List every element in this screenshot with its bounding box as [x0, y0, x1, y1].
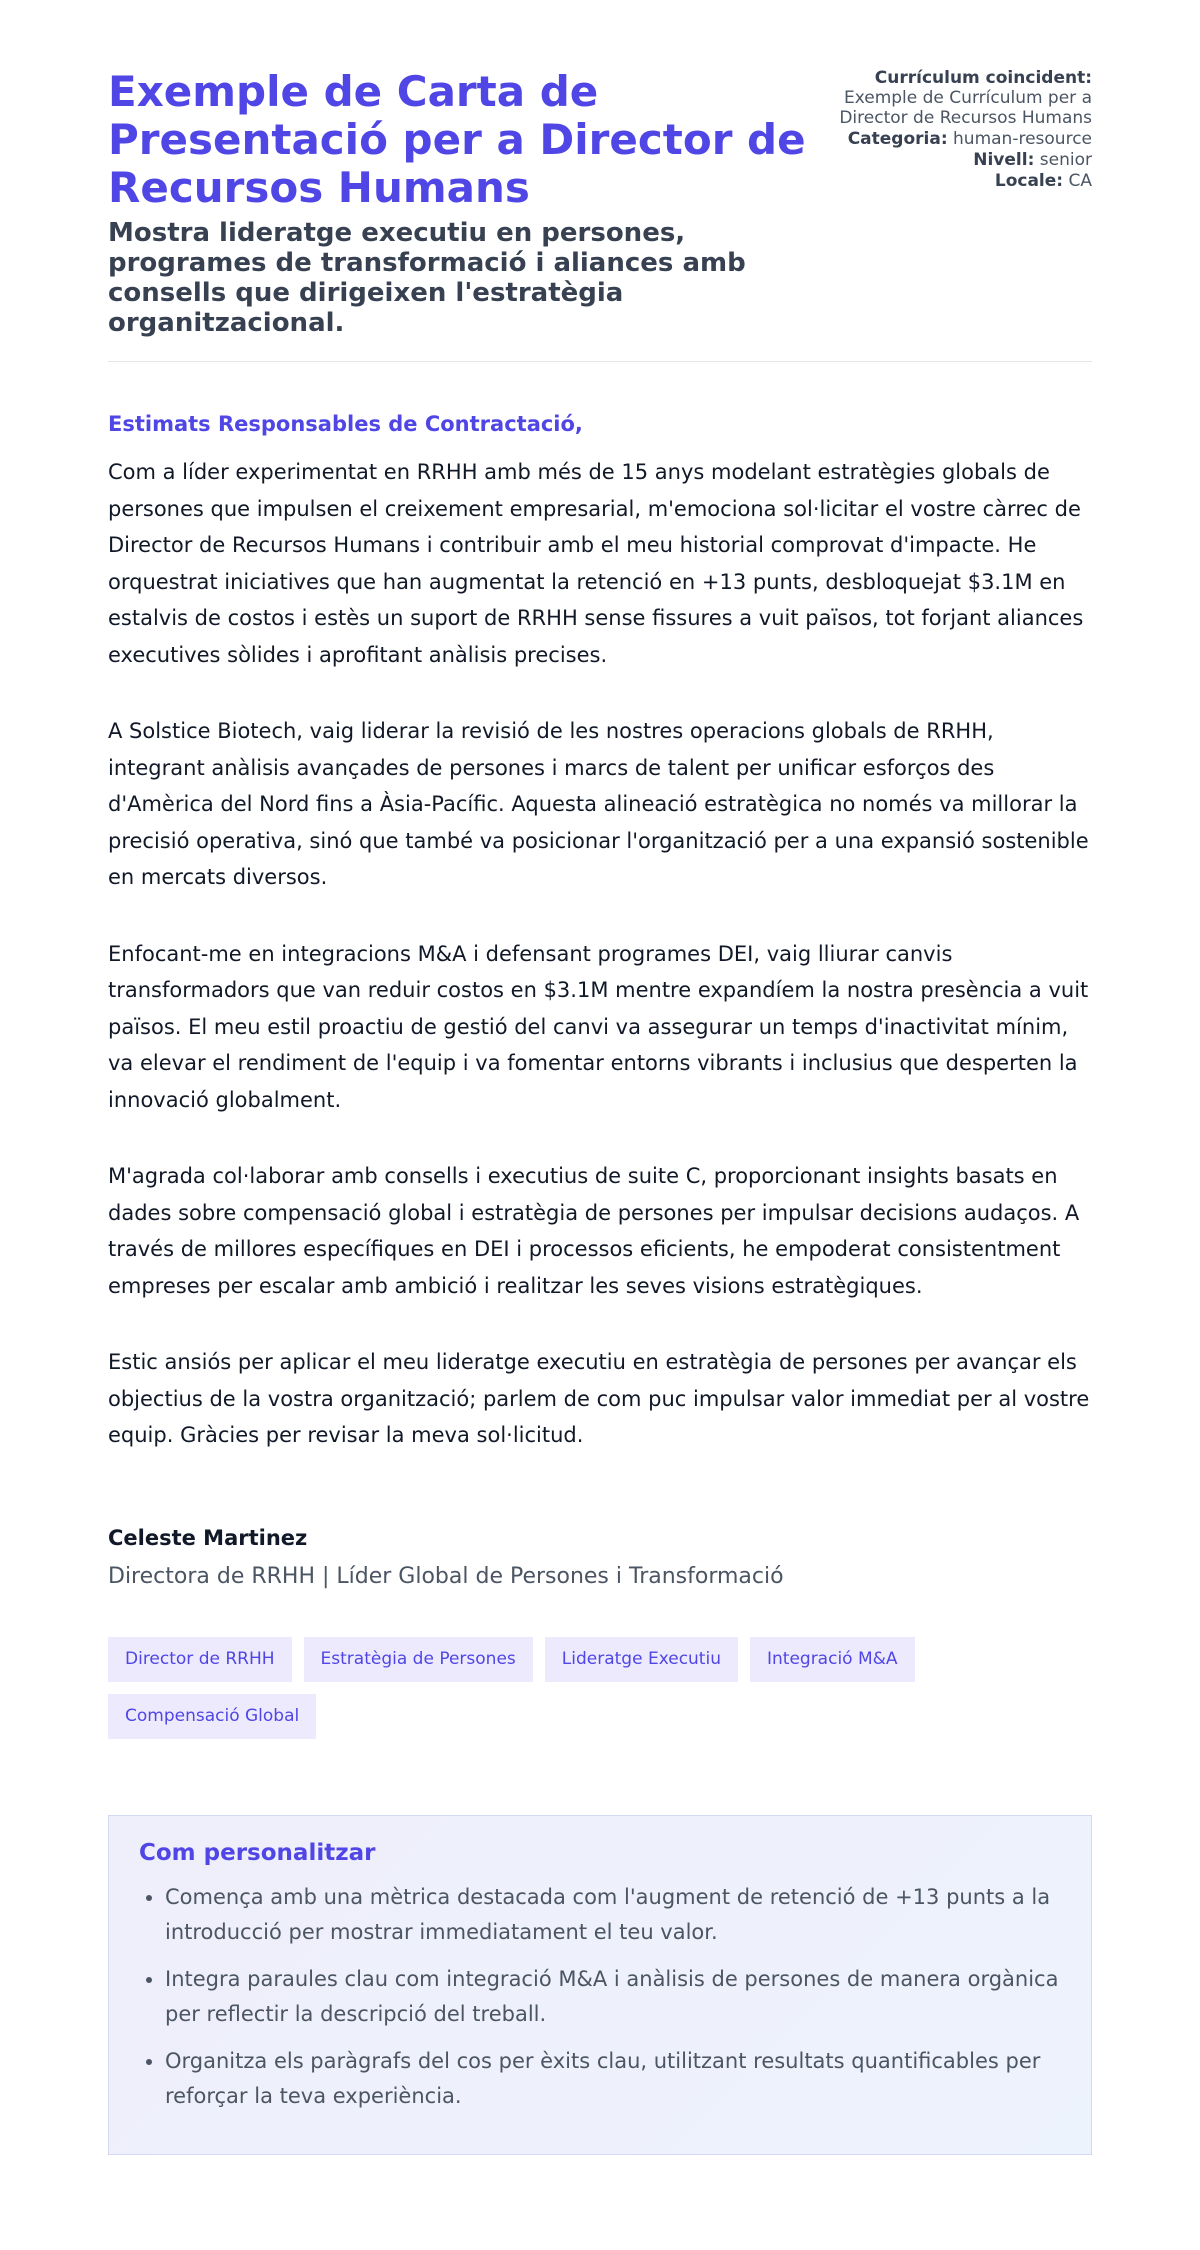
tip-item: • Organitza els paràgrafs del cos per èxits clau, utilitzant resultats quantificables per reforçar la teva experiència.	[165, 2044, 1061, 2115]
meta-resume-value[interactable]: Exemple de Currículum per a Director de Recursos Humans	[839, 88, 1092, 128]
signature-block	[108, 1526, 1092, 1589]
tag-item[interactable]: Lideratge Executiu	[545, 1637, 738, 1682]
letter-paragraph-5: Estic ansiós per aplicar el meu lideratge executiu en estratègia de persones per avançar els objectius de la vostra organització; parlem de com puc impulsar valor immediat per al vostre equip. Gràcies per revisar la meva sol·licitud.	[108, 1350, 1090, 1447]
tip-item: • Integra paraules clau com integració M&A i anàlisis de persones de manera orgànica per reflectir la descripció del treball.	[165, 1962, 1061, 2033]
meta-category-label: Categoria:	[847, 129, 948, 149]
meta-locale-value: CA	[1068, 171, 1092, 191]
tag-item[interactable]: Director de RRHH	[108, 1637, 292, 1682]
meta-panel	[792, 68, 1092, 192]
letter-paragraph-1: Com a líder experimentat en RRHH amb més de 15 anys modelant estratègies globals de persones que impulsen el creixement empresarial, m'emociona sol·licitar el vostre càrrec de Director de Recursos Humans i contribuir amb el meu historial comprovat d'impacte. He orquestrat iniciatives que han augmentat la retenció en +13 punts, desbloquejat $3.1M en estalvis de costos i estès un suport de RRHH sense fissures a vuit països, tot forjant aliances executives sòlides i aprofitant anàlisis precises.	[108, 460, 1084, 667]
meta-level-label: Nivell:	[973, 150, 1035, 170]
letter-body	[108, 412, 1092, 1454]
meta-resume	[792, 68, 1092, 128]
meta-locale-label: Locale:	[994, 171, 1064, 191]
tag-list	[108, 1637, 1008, 1739]
letter-paragraph-2: A Solstice Biotech, vaig liderar la revisió de les nostres operacions globals de RRHH, integrant anàlisis avançades de persones i marcs de talent per unificar esforços des d'Amèrica del Nord fins a Àsia-Pacífic. Aquesta alineació estratègica no només va millorar la precisió operativa, sinó que també va posicionar l'organització per a una expansió sostenible en mercats diversos.	[108, 719, 1089, 889]
tips-title: Com personalitzar	[139, 1839, 376, 1866]
signature-name: Celeste Martinez	[108, 1525, 308, 1550]
tips-list	[139, 1880, 1061, 2115]
letter-paragraph-3: Enfocant-me en integracions M&A i defensant programes DEI, vaig lliurar canvis transformadors que van reduir costos en $3.1M mentre expandíem la nostra presència a vuit països. El meu estil proactiu de gestió del canvi va assegurar un temps d'inactivitat mínim, va elevar el rendiment de l'equip i va fomentar entorns vibrants i inclusius que desperten la innovació globalment.	[108, 941, 1089, 1112]
tag-item[interactable]: Compensació Global	[108, 1694, 316, 1739]
meta-level	[792, 150, 1092, 170]
letter-greeting: Estimats Responsables de Contractació,	[108, 412, 583, 436]
meta-category-value: human-resource	[953, 129, 1092, 149]
meta-category	[792, 129, 1092, 149]
tip-item: • Comença amb una mètrica destacada com l'augment de retenció de +13 punts a la introducció per mostrar immediatament el teu valor.	[165, 1880, 1061, 1951]
tag-item[interactable]: Estratègia de Persones	[304, 1637, 533, 1682]
customization-tips-box	[108, 1815, 1092, 2155]
page-header	[108, 0, 1092, 362]
page-title: Exemple de Carta de Presentació per a Director de Recursos Humans	[108, 67, 806, 212]
page-subtitle: Mostra lideratge executiu en persones, programes de transformació i aliances amb consells que dirigeixen l'estratègia organitzacional.	[108, 218, 746, 338]
tag-item[interactable]: Integració M&A	[750, 1637, 915, 1682]
meta-resume-label: Currículum coincident:	[874, 68, 1092, 88]
signature-title: Directora de RRHH | Líder Global de Persones i Transformació	[108, 1563, 784, 1589]
meta-locale	[792, 171, 1092, 191]
letter-paragraph-4: M'agrada col·laborar amb consells i executius de suite C, proporcionant insights basats en dades sobre compensació global i estratègia de persones per impulsar decisions audaços. A través de millores específiques en DEI i processos eficients, he empoderat consistentment empreses per escalar amb ambició i realitzar les seves visions estratègiques.	[108, 1164, 1080, 1298]
meta-level-value: senior	[1039, 150, 1092, 170]
